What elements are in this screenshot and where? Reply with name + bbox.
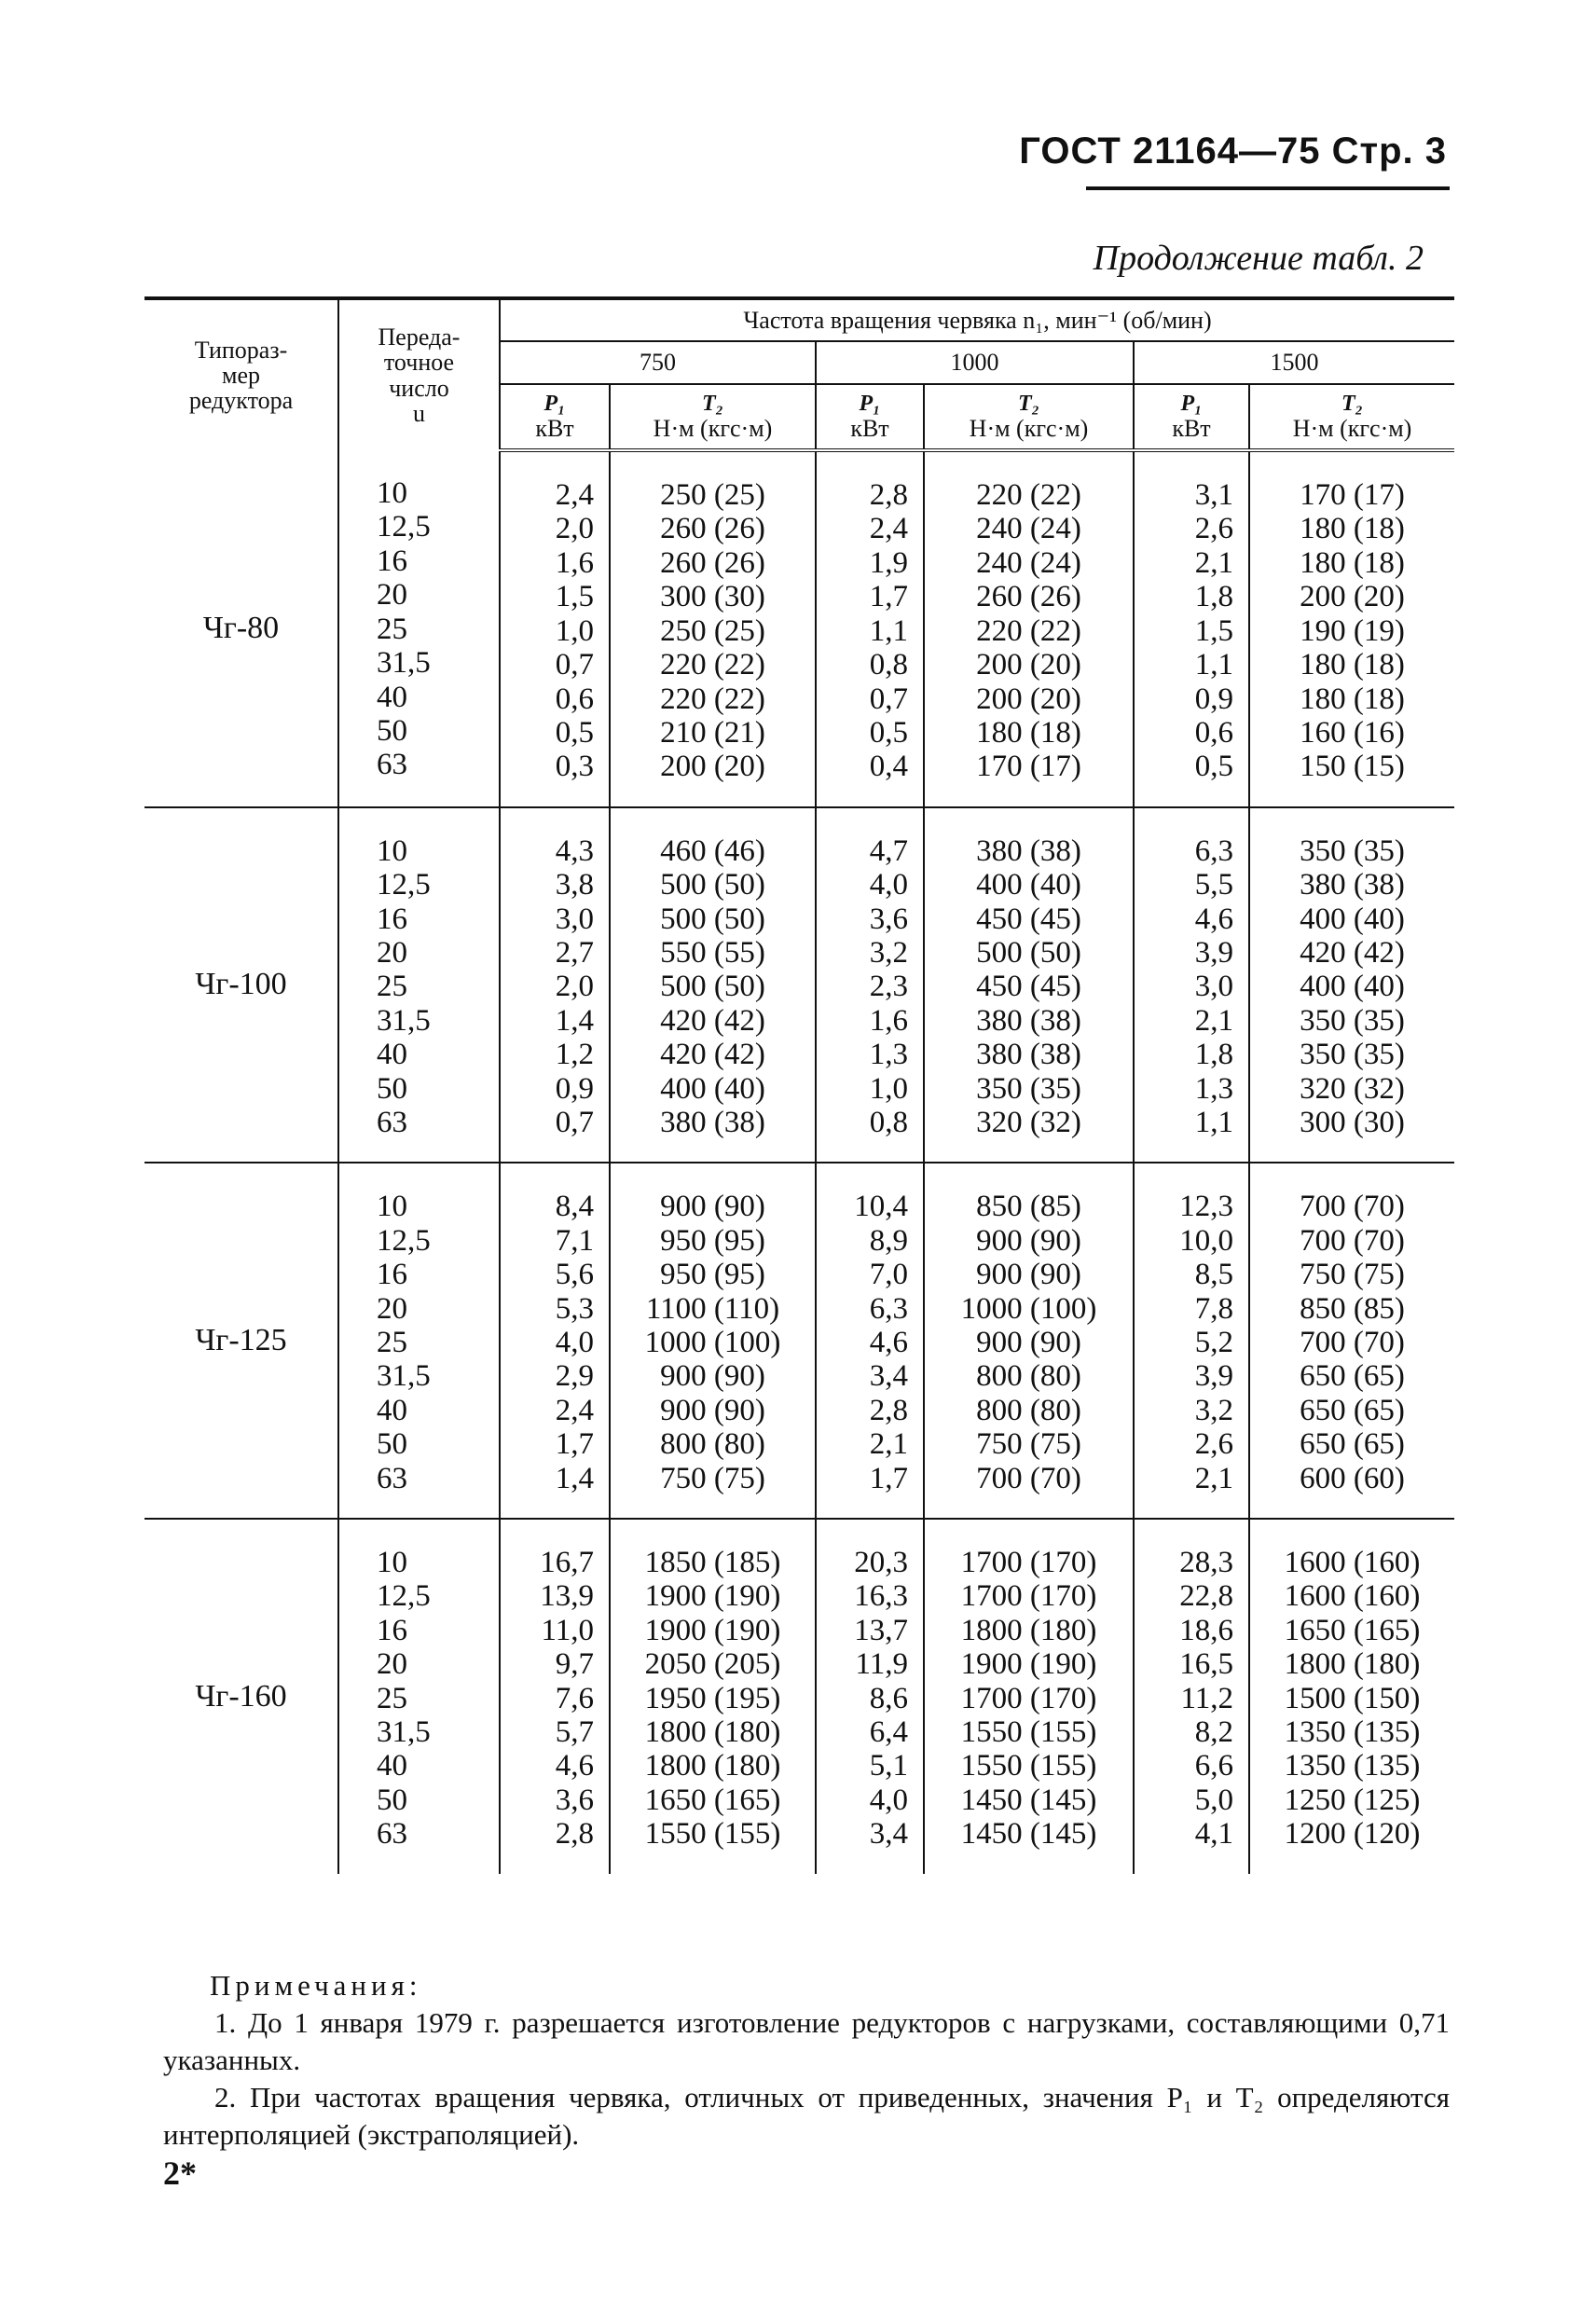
t2-750-values: 900 (90) 950 (95) 950 (95) 1100 (110) 1000 (100) 900 (90) 900 (90) 800 (80) 750 (75) bbox=[610, 1163, 816, 1519]
page-signature: 2* bbox=[163, 2155, 197, 2192]
p1-1500-values: 28,3 22,8 18,6 16,5 11,2 8,2 6,6 5,0 4,1 bbox=[1134, 1519, 1249, 1874]
ratio-values: 10 12,5 16 20 25 31,5 40 50 63 bbox=[338, 807, 500, 1163]
p1-1500-values: 3,1 2,6 2,1 1,8 1,5 1,1 0,9 0,6 0,5 bbox=[1134, 450, 1249, 807]
reducer-type: Чг-80 bbox=[144, 450, 338, 807]
p1-750-values: 4,3 3,8 3,0 2,7 2,0 1,4 1,2 0,9 0,7 bbox=[500, 807, 610, 1163]
reducer-type: Чг-160 bbox=[144, 1519, 338, 1874]
p1-750-values: 16,7 13,9 11,0 9,7 7,6 5,7 4,6 3,6 2,8 bbox=[500, 1519, 610, 1874]
p1-750-values: 2,4 2,0 1,6 1,5 1,0 0,7 0,6 0,5 0,3 bbox=[500, 450, 610, 807]
p-header-1000: P₁ кВт bbox=[816, 384, 924, 450]
col-header-ratio: Переда- точное число u bbox=[338, 298, 500, 450]
t2-1000-values: 220 (22) 240 (24) 240 (24) 260 (26) 220 (22) 200 (20) 200 (20) 180 (18) 170 (17) bbox=[924, 450, 1134, 807]
p-header-1500: P₁ кВт bbox=[1134, 384, 1249, 450]
reducer-type: Чг-100 bbox=[144, 807, 338, 1163]
t2-1500-values: 170 (17) 180 (18) 180 (18) 200 (20) 190 (19) 180 (18) 180 (18) 160 (16) 150 (15) bbox=[1300, 478, 1405, 784]
table-container bbox=[144, 296, 1454, 1874]
p1-1000-values: 10,4 8,9 7,0 6,3 4,6 3,4 2,8 2,1 1,7 bbox=[816, 1163, 924, 1519]
p1-1000-values: 20,3 16,3 13,7 11,9 8,6 6,4 5,1 4,0 3,4 bbox=[816, 1519, 924, 1874]
speed-1000: 1000 bbox=[816, 341, 1134, 383]
t2-1000-values: 380 (38) 400 (40) 450 (45) 500 (50) 450 (45) 380 (38) 380 (38) 350 (35) 320 (32) bbox=[924, 807, 1134, 1163]
ratio-values: 10 12,5 16 20 25 31,5 40 50 63 bbox=[338, 1163, 500, 1519]
header-rule bbox=[1086, 186, 1450, 190]
p-header-750: P₁ кВт bbox=[500, 384, 610, 450]
t-header-1500: T₂ Н·м (кгс·м) bbox=[1249, 384, 1454, 450]
reducer-load-table bbox=[144, 296, 1454, 1874]
page-header: ГОСТ 21164—75 Стр. 3 bbox=[1019, 131, 1447, 172]
p1-1000-values: 2,8 2,4 1,9 1,7 1,1 0,8 0,7 0,5 0,4 bbox=[816, 450, 924, 807]
table-row bbox=[144, 807, 1454, 1163]
note-2: 2. При частотах вращения червяка, отличных от приведенных, значения P₁ и T₂ определяются интерполяцией (экстраполяцией). bbox=[163, 2081, 1450, 2151]
t2-1500-values: 350 (35) 380 (38) 400 (40) 420 (42) 400 (40) 350 (35) 350 (35) 320 (32) 300 (30) bbox=[1249, 807, 1454, 1163]
table-row bbox=[144, 1163, 1454, 1519]
t2-750-values: 250 (25) 260 (26) 260 (26) 300 (30) 250 (25) 220 (22) 220 (22) 210 (21) 200 (20) bbox=[610, 450, 816, 807]
t2-1500-values: 700 (70) 700 (70) 750 (75) 850 (85) 700 (70) 650 (65) 650 (65) 650 (65) 600 (60) bbox=[1249, 1163, 1454, 1519]
p1-1500-values: 12,3 10,0 8,5 7,8 5,2 3,9 3,2 2,6 2,1 bbox=[1134, 1163, 1249, 1519]
notes-title: Примечания: bbox=[210, 1969, 422, 2002]
t2-750-values: 1850 (185) 1900 (190) 1900 (190) 2050 (205) 1950 (195) 1800 (180) 1800 (180) 1650 (165) 1550 (155) bbox=[610, 1519, 816, 1874]
p1-1000-values: 4,7 4,0 3,6 3,2 2,3 1,6 1,3 1,0 0,8 bbox=[816, 807, 924, 1163]
speed-750: 750 bbox=[500, 341, 816, 383]
t2-750-values: 460 (46) 500 (50) 500 (50) 550 (55) 500 (50) 420 (42) 420 (42) 400 (40) 380 (38) bbox=[610, 807, 816, 1163]
table-row bbox=[144, 1519, 1454, 1874]
t2-1000-values: 850 (85) 900 (90) 900 (90) 1000 (100) 900 (90) 800 (80) 800 (80) 750 (75) 700 (70) bbox=[924, 1163, 1134, 1519]
ratio-values: 10 12,5 16 20 25 31,5 40 50 63 bbox=[338, 1519, 500, 1874]
p1-1500-values: 6,3 5,5 4,6 3,9 3,0 2,1 1,8 1,3 1,1 bbox=[1134, 807, 1249, 1163]
t2-1500-values: 1600 (160) 1600 (160) 1650 (165) 1800 (180) 1500 (150) 1350 (135) 1350 (135) 1250 (125) 1200 (120) bbox=[1249, 1519, 1454, 1874]
ratio-values: 10 12,5 16 20 25 31,5 40 50 63 bbox=[338, 450, 500, 807]
t-header-1000: T₂ Н·м (кгс·м) bbox=[924, 384, 1134, 450]
note-1: 1. До 1 января 1979 г. разрешается изготовление редукторов с нагрузками, составляющими 0,71 указанных. bbox=[163, 2006, 1450, 2076]
table-row bbox=[144, 450, 1454, 807]
col-header-type: Типораз- мер редуктора bbox=[144, 298, 338, 450]
reducer-type: Чг-125 bbox=[144, 1163, 338, 1519]
p1-750-values: 8,4 7,1 5,6 5,3 4,0 2,9 2,4 1,7 1,4 bbox=[500, 1163, 610, 1519]
table-continuation-caption: Продолжение табл. 2 bbox=[1093, 239, 1424, 278]
t2-1000-values: 1700 (170) 1700 (170) 1800 (180) 1900 (190) 1700 (170) 1550 (155) 1550 (155) 1450 (145) 1450 (145) bbox=[924, 1519, 1134, 1874]
col-header-speed: Частота вращения червяка n₁, мин⁻¹ (об/мин) bbox=[500, 298, 1454, 341]
notes-section bbox=[163, 1967, 1450, 2154]
t-header-750: T₂ Н·м (кгс·м) bbox=[610, 384, 816, 450]
speed-1500: 1500 bbox=[1134, 341, 1454, 383]
